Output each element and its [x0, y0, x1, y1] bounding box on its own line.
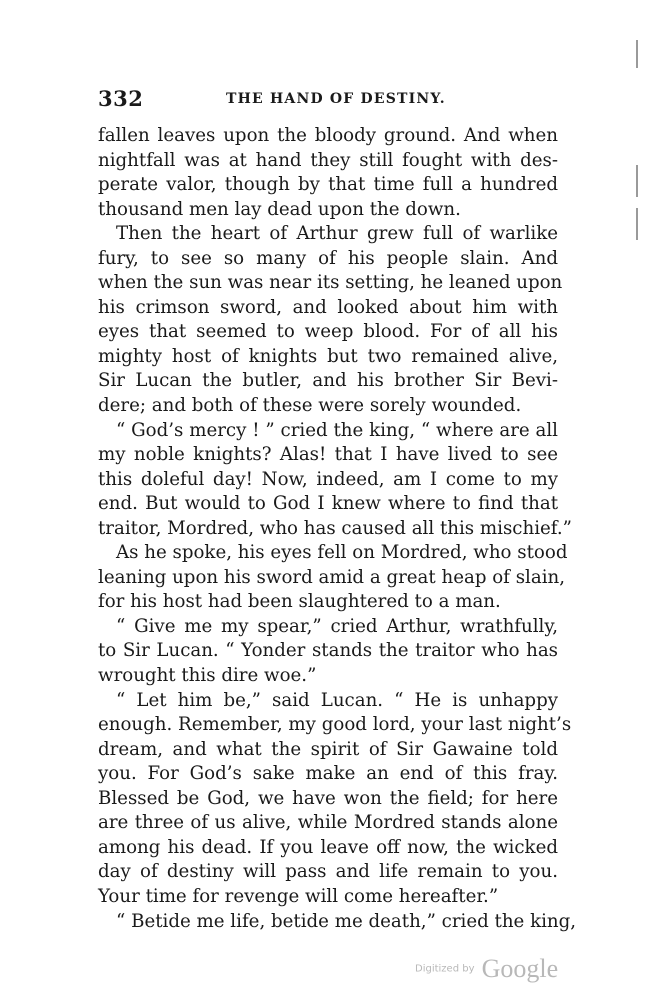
text-line: nightfall was at hand they still fought with des- — [98, 149, 558, 171]
scan-mark — [636, 165, 638, 197]
text-line: perate valor, though by that time full a hundred — [98, 174, 558, 196]
text-line: wrought this dire woe.” — [98, 665, 317, 687]
text-line: leaning upon his sword amid a great heap of slain, — [98, 566, 566, 588]
text-line: Sir Lucan the butler, and his brother Sir Bevi- — [98, 370, 558, 392]
scan-mark — [636, 208, 638, 240]
digitized-by-watermark — [415, 954, 558, 984]
text-line: eyes that seemed to weep blood. For of all his — [98, 321, 558, 343]
text-line: dere; and both of these were sorely wounded. — [98, 395, 522, 417]
text-line: are three of us alive, while Mordred stands alone — [98, 812, 558, 834]
text-line: Then the heart of Arthur grew full of warlike — [116, 223, 558, 245]
text-line: dream, and what the spirit of Sir Gawaine told — [98, 738, 558, 760]
watermark-prefix: Digitized by — [415, 963, 475, 975]
text-line: “ Betide me life, betide me death,” cried the king, — [116, 910, 577, 932]
text-line: day of destiny will pass and life remain to you. — [98, 861, 558, 883]
text-line: my noble knights? Alas! that I have lived to see — [98, 444, 558, 466]
text-line: fallen leaves upon the bloody ground. And when — [98, 125, 558, 146]
text-line: “ God’s mercy ! ” cried the king, “ where are all — [116, 419, 558, 441]
text-line: Blessed be God, we have won the field; for here — [98, 787, 558, 809]
text-line: you. For God’s sake make an end of this fray. — [98, 763, 558, 785]
text-line: traitor, Mordred, who has caused all this mischief.” — [98, 517, 572, 539]
text-line: “ Let him be,” said Lucan. “ He is unhappy — [116, 689, 558, 711]
text-line: end. But would to God I knew where to find that — [98, 493, 558, 515]
running-title: THE HAND OF DESTINY. — [226, 91, 446, 107]
text-line: his crimson sword, and looked about him with — [98, 296, 558, 318]
text-line: Your time for revenge will come hereafter.” — [98, 885, 499, 907]
google-logo: Google — [481, 954, 559, 983]
page-number: 332 — [98, 86, 144, 111]
text-line: for his host had been slaughtered to a man. — [98, 591, 501, 613]
body-text — [98, 124, 577, 934]
text-line: mighty host of knights but two remained alive, — [98, 345, 558, 367]
scan-mark — [636, 40, 638, 68]
text-line: this doleful day! Now, indeed, am I come to my — [98, 468, 558, 490]
text-line: As he spoke, his eyes fell on Mordred, who stood — [116, 542, 568, 564]
text-line: when the sun was near its setting, he leaned upon — [98, 272, 563, 294]
text-line: thousand men lay dead upon the down. — [98, 198, 461, 220]
scan-margin-marks — [636, 0, 639, 1000]
text-line: enough. Remember, my good lord, your last night’s — [98, 714, 572, 736]
text-line: “ Give me my spear,” cried Arthur, wrathfully, — [116, 615, 558, 637]
text-line: fury, to see so many of his people slain. And — [98, 247, 558, 269]
text-line: among his dead. If you leave off now, the wicked — [98, 836, 558, 858]
text-line: to Sir Lucan. “ Yonder stands the traitor who has — [98, 640, 558, 662]
